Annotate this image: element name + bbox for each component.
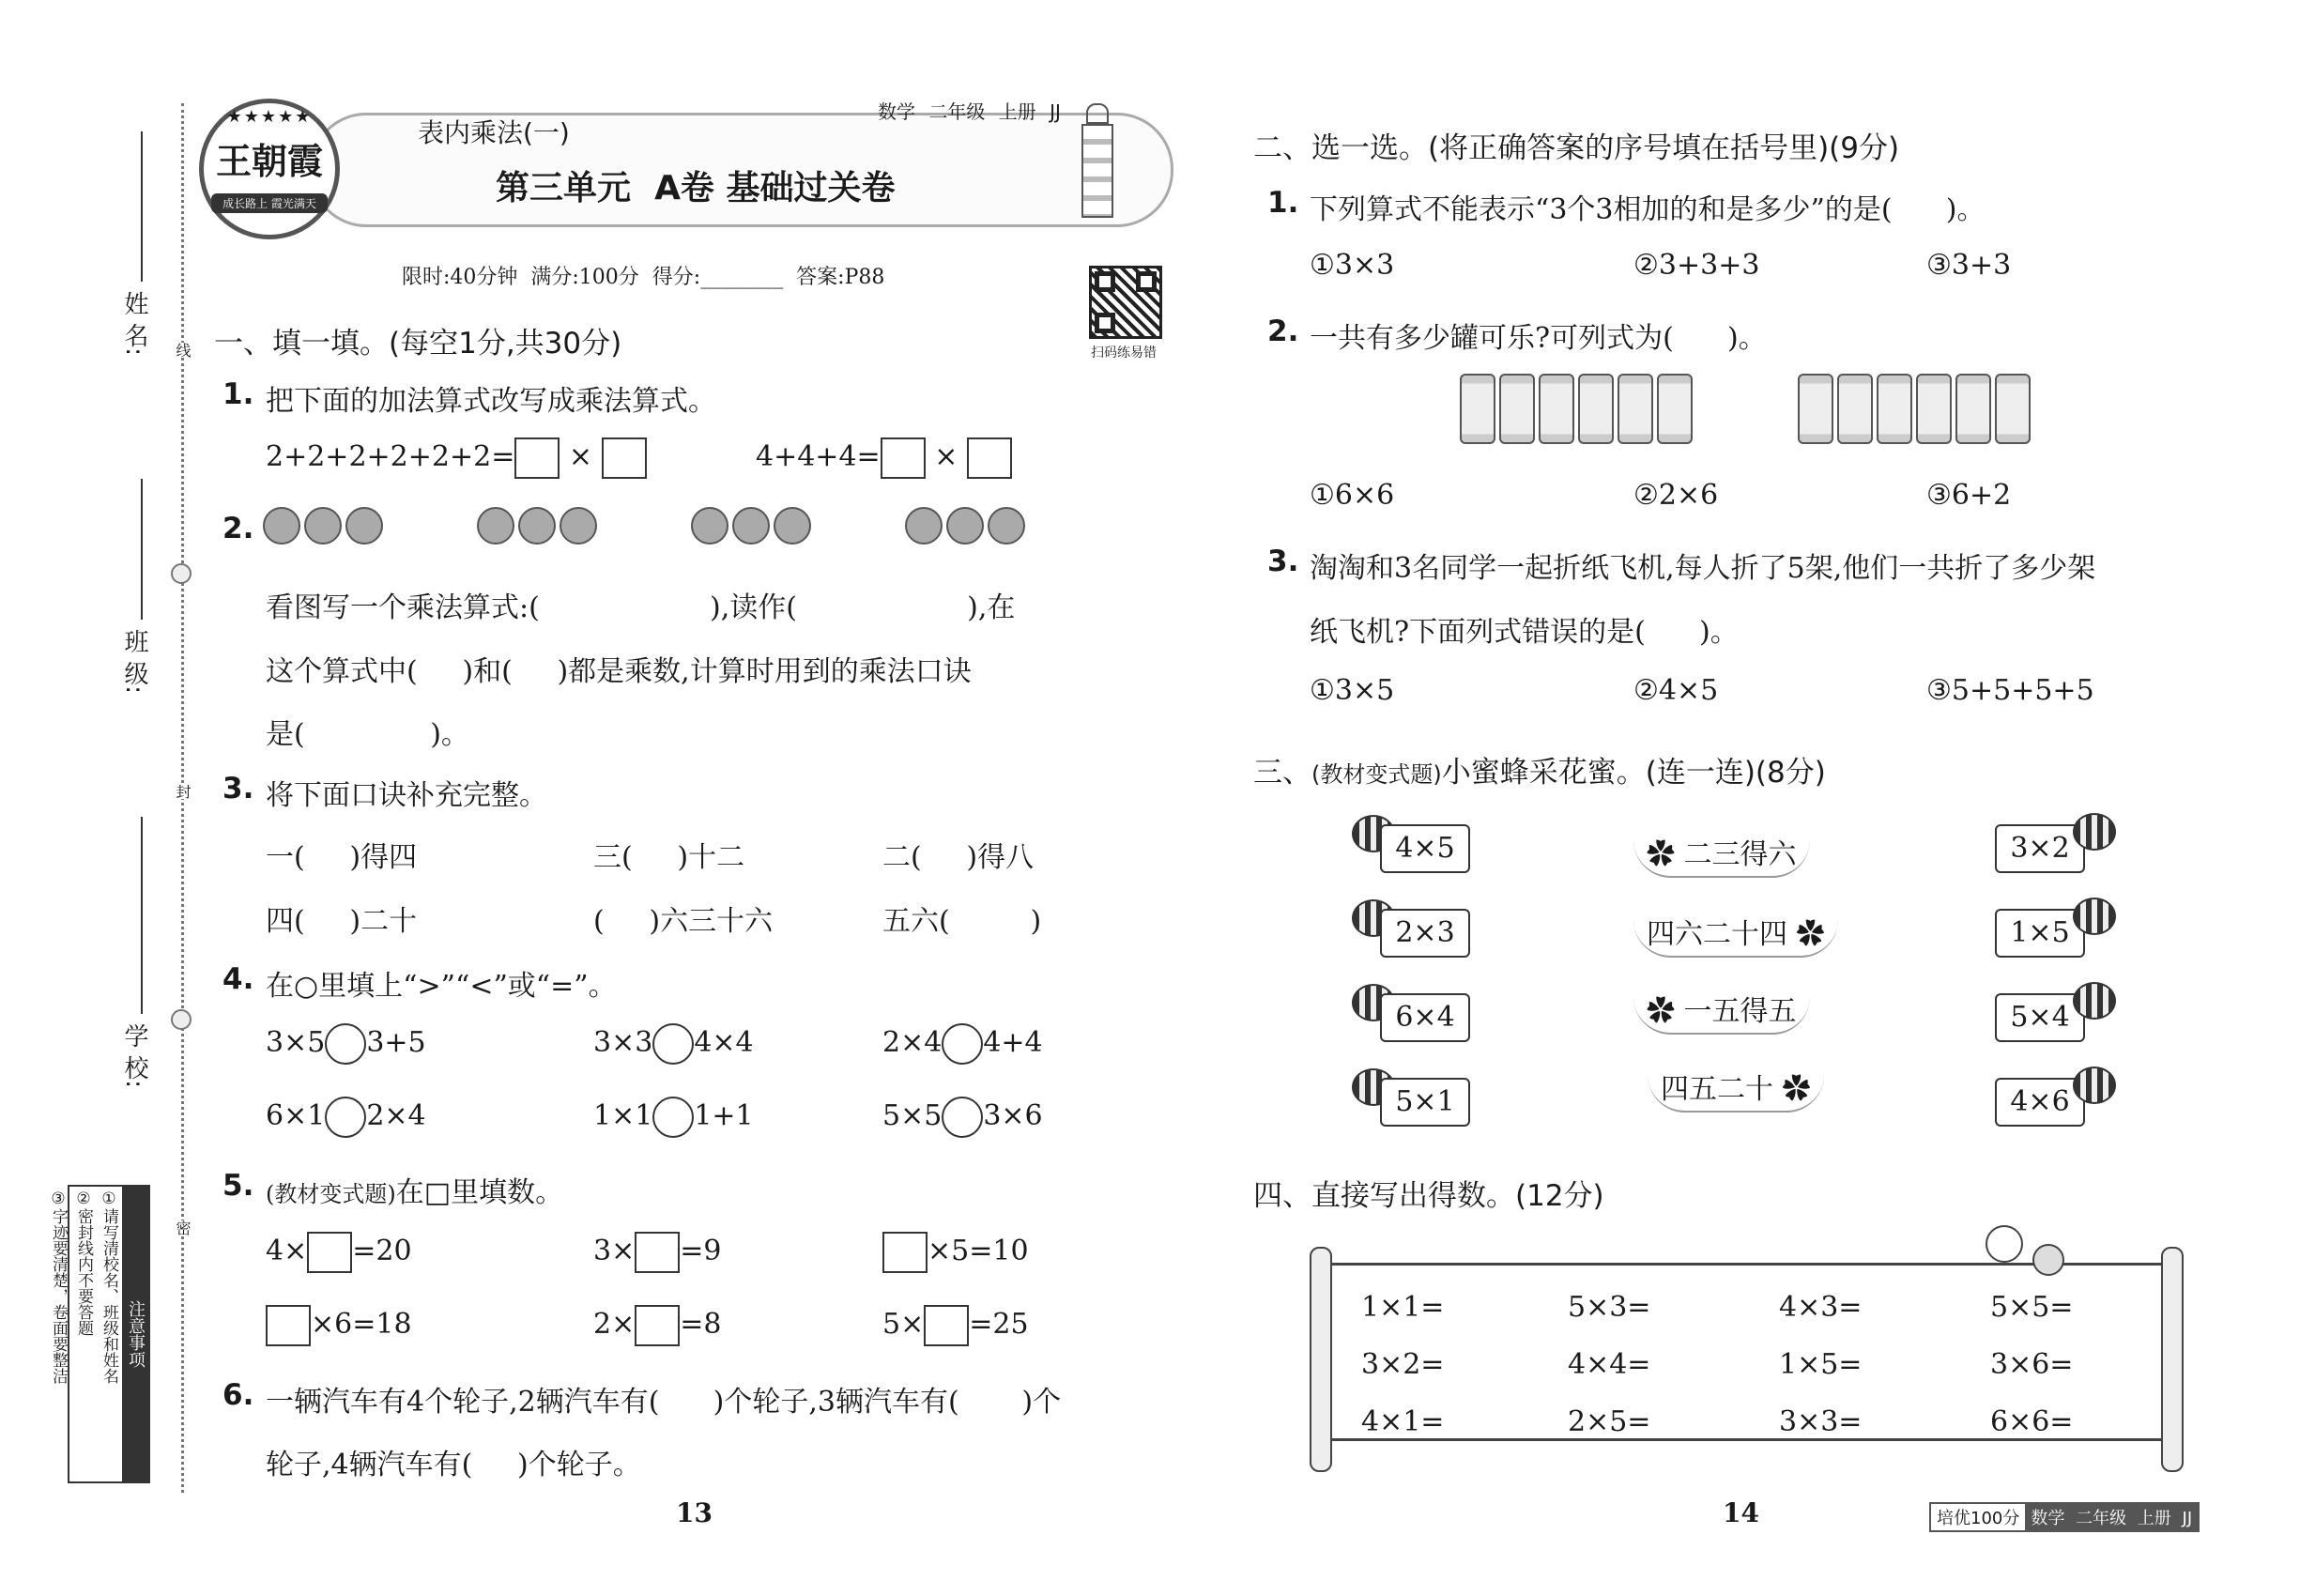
q5-number: 5. xyxy=(222,1169,254,1203)
fill-suffix: ×6=18 xyxy=(311,1308,412,1341)
fill-suffix: =8 xyxy=(680,1308,722,1341)
can-icon xyxy=(1499,374,1535,444)
chapter-label: 表内乘法(一) xyxy=(418,117,570,148)
s2-q1-number: 1. xyxy=(1267,186,1299,220)
can-group xyxy=(1460,374,1693,444)
board-post-left xyxy=(1310,1247,1332,1472)
fill-item xyxy=(266,1232,412,1273)
calc-item: 5×3= xyxy=(1568,1291,1651,1324)
bee-card-left[interactable]: 5×1 xyxy=(1380,1078,1470,1127)
section-2-title: 二、选一选。(将正确答案的序号填在括号里)(9分) xyxy=(1253,131,1900,165)
bee-card-right[interactable]: 5×4 xyxy=(1995,993,2085,1042)
section-1-title: 一、填一填。(每空1分,共30分) xyxy=(214,327,622,361)
right-expr: 4+4 xyxy=(983,1026,1043,1059)
q3-item: 五六( ) xyxy=(882,905,1042,938)
answer-box[interactable] xyxy=(967,437,1012,479)
calc-item: 4×1= xyxy=(1361,1405,1445,1438)
s3-tag: (教材变式题) xyxy=(1311,761,1442,788)
bee-icon xyxy=(2073,982,2116,1020)
bee-card-right[interactable]: 1×5 xyxy=(1995,909,2085,958)
s2-q3-number: 3. xyxy=(1267,545,1299,578)
flower-rhyme[interactable] xyxy=(1633,911,1838,958)
s3-text: 小蜜蜂采花蜜。(连一连)(8分) xyxy=(1441,756,1826,790)
times-sign: × xyxy=(568,440,593,473)
s3-prefix: 三、 xyxy=(1253,756,1311,790)
left-expr: 3×5 xyxy=(266,1026,326,1059)
school-label: 学 校: xyxy=(120,1023,148,1089)
flower-rhyme[interactable] xyxy=(1633,831,1810,878)
apple-group xyxy=(477,507,597,554)
answer-box[interactable] xyxy=(881,437,926,479)
apple-group xyxy=(263,507,383,554)
calc-item: 3×2= xyxy=(1361,1348,1445,1381)
compare-circle[interactable] xyxy=(652,1023,694,1065)
lighthouse-icon xyxy=(1080,103,1115,225)
option: ③5+5+5+5 xyxy=(1926,674,2094,707)
apple-icon xyxy=(345,507,383,545)
fill-item xyxy=(882,1305,1029,1346)
right-expr: 1+1 xyxy=(694,1099,754,1132)
q1-row xyxy=(266,437,647,479)
q3-item: 二( )得八 xyxy=(882,841,1035,874)
apple-icon xyxy=(946,507,984,545)
option: ②4×5 xyxy=(1633,674,1719,707)
calc-item: 4×3= xyxy=(1779,1291,1863,1324)
exam-meta: 限时:40分钟 满分:100分 得分:________ 答案:P88 xyxy=(402,266,885,289)
can-group xyxy=(1798,374,2031,444)
can-icon xyxy=(1618,374,1653,444)
fill-suffix: =9 xyxy=(680,1235,722,1267)
rhyme-text: 四六二十四 xyxy=(1647,918,1787,951)
flower-icon: ✿ xyxy=(1796,918,1825,951)
page-number-right: 14 xyxy=(1723,1497,1759,1528)
can-icon xyxy=(1877,374,1912,444)
option: ③3+3 xyxy=(1926,249,2012,282)
bee-card-left[interactable]: 4×5 xyxy=(1380,824,1470,873)
notice-box xyxy=(49,1185,150,1483)
compare-item xyxy=(266,1023,426,1065)
option: ③6+2 xyxy=(1926,479,2012,512)
apple-icon xyxy=(477,507,514,545)
right-expr: 2×4 xyxy=(366,1099,426,1132)
calc-item: 2×5= xyxy=(1568,1405,1651,1438)
can-icon xyxy=(1837,374,1873,444)
q5-text xyxy=(266,1169,563,1210)
answer-box[interactable] xyxy=(266,1305,311,1346)
notice-title: 注意事项 xyxy=(122,1187,148,1481)
can-icon xyxy=(1460,374,1495,444)
can-icon xyxy=(1798,374,1833,444)
option: ②2×6 xyxy=(1633,479,1719,512)
binding-hole xyxy=(171,1009,192,1030)
compare-item xyxy=(882,1023,1043,1065)
calc-item: 6×6= xyxy=(1990,1405,2074,1438)
compare-item xyxy=(266,1097,426,1138)
bee-card-right[interactable]: 3×2 xyxy=(1995,824,2085,873)
apple-icon xyxy=(905,507,943,545)
name-underline xyxy=(141,131,143,282)
logo-stars-icon: ★★★★★ xyxy=(226,107,313,127)
name-label: 姓 名: xyxy=(120,291,148,357)
answer-box[interactable] xyxy=(602,437,647,479)
flower-rhyme[interactable] xyxy=(1633,988,1810,1035)
can-icon xyxy=(1657,374,1693,444)
s2-q3-line-2: 纸飞机?下面列式错误的是( )。 xyxy=(1310,616,1739,649)
q6-line-1: 一辆汽车有4个轮子,2辆汽车有( )个轮子,3辆汽车有( )个 xyxy=(266,1386,1062,1419)
q3-item: 三( )十二 xyxy=(593,841,745,874)
fill-item xyxy=(266,1305,412,1346)
fill-prefix: 3× xyxy=(593,1235,636,1267)
s2-q3-line-1: 淘淘和3名同学一起折纸飞机,每人折了5架,他们一共折了多少架 xyxy=(1310,552,2096,585)
can-icon xyxy=(1916,374,1952,444)
section-3-title xyxy=(1253,748,1826,790)
rhyme-text: 四五二十 xyxy=(1661,1073,1773,1106)
flower-icon: ✿ xyxy=(1647,838,1675,871)
left-expr: 5×5 xyxy=(882,1099,943,1132)
answer-box[interactable] xyxy=(635,1232,680,1273)
answer-box[interactable] xyxy=(635,1305,680,1346)
q2-line-2: 这个算式中( )和( )都是乘数,计算时用到的乘法口诀 xyxy=(266,655,972,688)
answer-box[interactable] xyxy=(307,1232,352,1273)
fill-prefix: 2× xyxy=(593,1308,636,1341)
left-expr: 3×3 xyxy=(593,1026,653,1059)
compare-circle[interactable] xyxy=(325,1097,366,1138)
fill-item xyxy=(882,1232,1029,1273)
page-title: 第三单元 A卷 基础过关卷 xyxy=(496,169,896,207)
apple-icon xyxy=(560,507,597,545)
option: ①6×6 xyxy=(1310,479,1395,512)
cut-mark-1: 线 xyxy=(174,343,192,358)
bird-icon xyxy=(1986,1225,2023,1263)
right-expr: 3×6 xyxy=(983,1099,1043,1132)
apple-icon xyxy=(732,507,770,545)
q1-row-b xyxy=(756,437,1012,479)
q3-item: ( )六三十六 xyxy=(593,905,774,938)
can-icon xyxy=(1578,374,1614,444)
compare-circle[interactable] xyxy=(942,1097,983,1138)
fill-item xyxy=(593,1232,721,1273)
apple-groups xyxy=(263,507,1070,554)
s2-q2-number: 2. xyxy=(1267,315,1299,348)
page-number-left: 13 xyxy=(676,1497,713,1528)
bee-card-right[interactable]: 4×6 xyxy=(1995,1078,2085,1127)
logo-brand: 王朝霞 xyxy=(215,140,323,182)
subject-info: 数学 二年级 上册 JJ xyxy=(878,100,1061,123)
calc-item: 1×1= xyxy=(1361,1291,1445,1324)
flower-rhyme[interactable] xyxy=(1648,1066,1824,1113)
compare-item xyxy=(593,1023,754,1065)
board-post-right xyxy=(2161,1247,2184,1472)
notice-item: ②密封线内不要答题 xyxy=(74,1189,93,1336)
apple-group xyxy=(905,507,1025,554)
option: ②3+3+3 xyxy=(1633,249,1760,282)
expr-text: 4+4+4= xyxy=(756,440,881,473)
class-underline xyxy=(141,479,143,620)
apple-icon xyxy=(774,507,811,545)
qr-code-icon xyxy=(1089,266,1162,339)
fill-suffix: =25 xyxy=(969,1308,1029,1341)
apple-icon xyxy=(304,507,342,545)
rhyme-text: 一五得五 xyxy=(1683,995,1797,1028)
bee-icon xyxy=(2073,898,2116,935)
option: ①3×3 xyxy=(1310,249,1395,282)
q4-text: 在○里填上“>”“<”或“=”。 xyxy=(266,970,617,1003)
class-label: 班 级: xyxy=(120,629,148,695)
answer-box[interactable] xyxy=(514,437,560,479)
bird-icon xyxy=(2032,1244,2064,1276)
option: ①3×5 xyxy=(1310,674,1395,707)
fill-item xyxy=(593,1305,721,1346)
cut-mark-3: 密 xyxy=(174,1220,192,1235)
compare-circle[interactable] xyxy=(325,1023,366,1065)
q3-text: 将下面口诀补充完整。 xyxy=(266,779,547,812)
calc-item: 4×4= xyxy=(1568,1348,1651,1381)
brand-logo xyxy=(199,99,340,239)
apple-icon xyxy=(518,507,556,545)
can-icon xyxy=(1955,374,1991,444)
q3-item: 四( )二十 xyxy=(266,905,418,938)
calc-item: 5×5= xyxy=(1990,1291,2074,1324)
q2-line-1: 看图写一个乘法算式:( ),读作( ),在 xyxy=(266,591,1016,624)
q3-item: 一( )得四 xyxy=(266,841,418,874)
q1-number: 1. xyxy=(222,377,254,411)
fill-prefix: 4× xyxy=(266,1235,308,1267)
q6-number: 6. xyxy=(222,1378,254,1412)
compare-item xyxy=(593,1097,754,1138)
bee-card-left[interactable]: 2×3 xyxy=(1380,909,1470,958)
q1-text: 把下面的加法算式改写成乘法算式。 xyxy=(266,385,716,418)
compare-circle[interactable] xyxy=(942,1023,983,1065)
left-expr: 2×4 xyxy=(882,1026,943,1059)
s2-q2-text: 一共有多少罐可乐?可列式为( )。 xyxy=(1310,322,1767,355)
flower-icon: ✿ xyxy=(1647,995,1675,1028)
compare-circle[interactable] xyxy=(652,1097,694,1138)
apple-icon xyxy=(988,507,1025,545)
apple-group xyxy=(691,507,811,554)
apple-icon xyxy=(263,507,300,545)
left-expr: 6×1 xyxy=(266,1099,326,1132)
right-expr: 4×4 xyxy=(694,1026,754,1059)
right-expr: 3+5 xyxy=(366,1026,426,1059)
apple-icon xyxy=(691,507,728,545)
logo-slogan: 成长路上 霞光满天 xyxy=(211,193,328,213)
fill-prefix: 5× xyxy=(882,1308,925,1341)
q6-line-2: 轮子,4辆汽车有( )个轮子。 xyxy=(266,1449,641,1481)
notice-item: ①请写清校名、班级和姓名 xyxy=(100,1189,118,1384)
qr-caption: 扫码练易错 xyxy=(1091,345,1157,361)
bee-icon xyxy=(2073,813,2116,851)
calc-item: 3×6= xyxy=(1990,1348,2074,1381)
flower-icon: ✿ xyxy=(1782,1073,1811,1106)
q2-line-3: 是( )。 xyxy=(266,718,469,751)
compare-item xyxy=(882,1097,1043,1138)
cut-mark-2: 封 xyxy=(174,784,192,799)
s2-q1-text: 下列算式不能表示“3个3相加的和是多少”的是( )。 xyxy=(1310,193,1986,226)
answer-box[interactable] xyxy=(924,1305,969,1346)
fill-suffix: =20 xyxy=(352,1235,412,1267)
footer-badge xyxy=(1929,1502,2200,1532)
binding-hole xyxy=(171,563,192,584)
bee-icon xyxy=(2073,1067,2116,1104)
calc-item: 1×5= xyxy=(1779,1348,1863,1381)
can-icon xyxy=(1539,374,1574,444)
section-4-title: 四、直接写出得数。(12分) xyxy=(1253,1179,1604,1213)
times-sign: × xyxy=(934,440,958,473)
expr-text: 2+2+2+2+2+2= xyxy=(266,440,515,473)
bee-card-left[interactable]: 6×4 xyxy=(1380,993,1470,1042)
school-underline xyxy=(141,817,143,1014)
q4-number: 4. xyxy=(222,962,254,996)
fill-suffix: ×5=10 xyxy=(928,1235,1029,1267)
left-expr: 1×1 xyxy=(593,1099,653,1132)
notice-item: ③字迹要清楚，卷面要整洁 xyxy=(49,1189,68,1384)
q3-number: 3. xyxy=(222,772,254,806)
can-icon xyxy=(1995,374,2031,444)
calc-item: 3×3= xyxy=(1779,1405,1863,1438)
q5-instruction: 在□里填数。 xyxy=(395,1176,564,1209)
q5-tag: (教材变式题) xyxy=(266,1181,396,1207)
q2-number: 2. xyxy=(222,512,254,545)
answer-box[interactable] xyxy=(882,1232,928,1273)
rhyme-text: 二三得六 xyxy=(1683,838,1797,871)
footer-info: 数学 二年级 上册 JJ xyxy=(2025,1504,2198,1530)
footer-brand: 培优100分 xyxy=(1931,1504,2025,1530)
